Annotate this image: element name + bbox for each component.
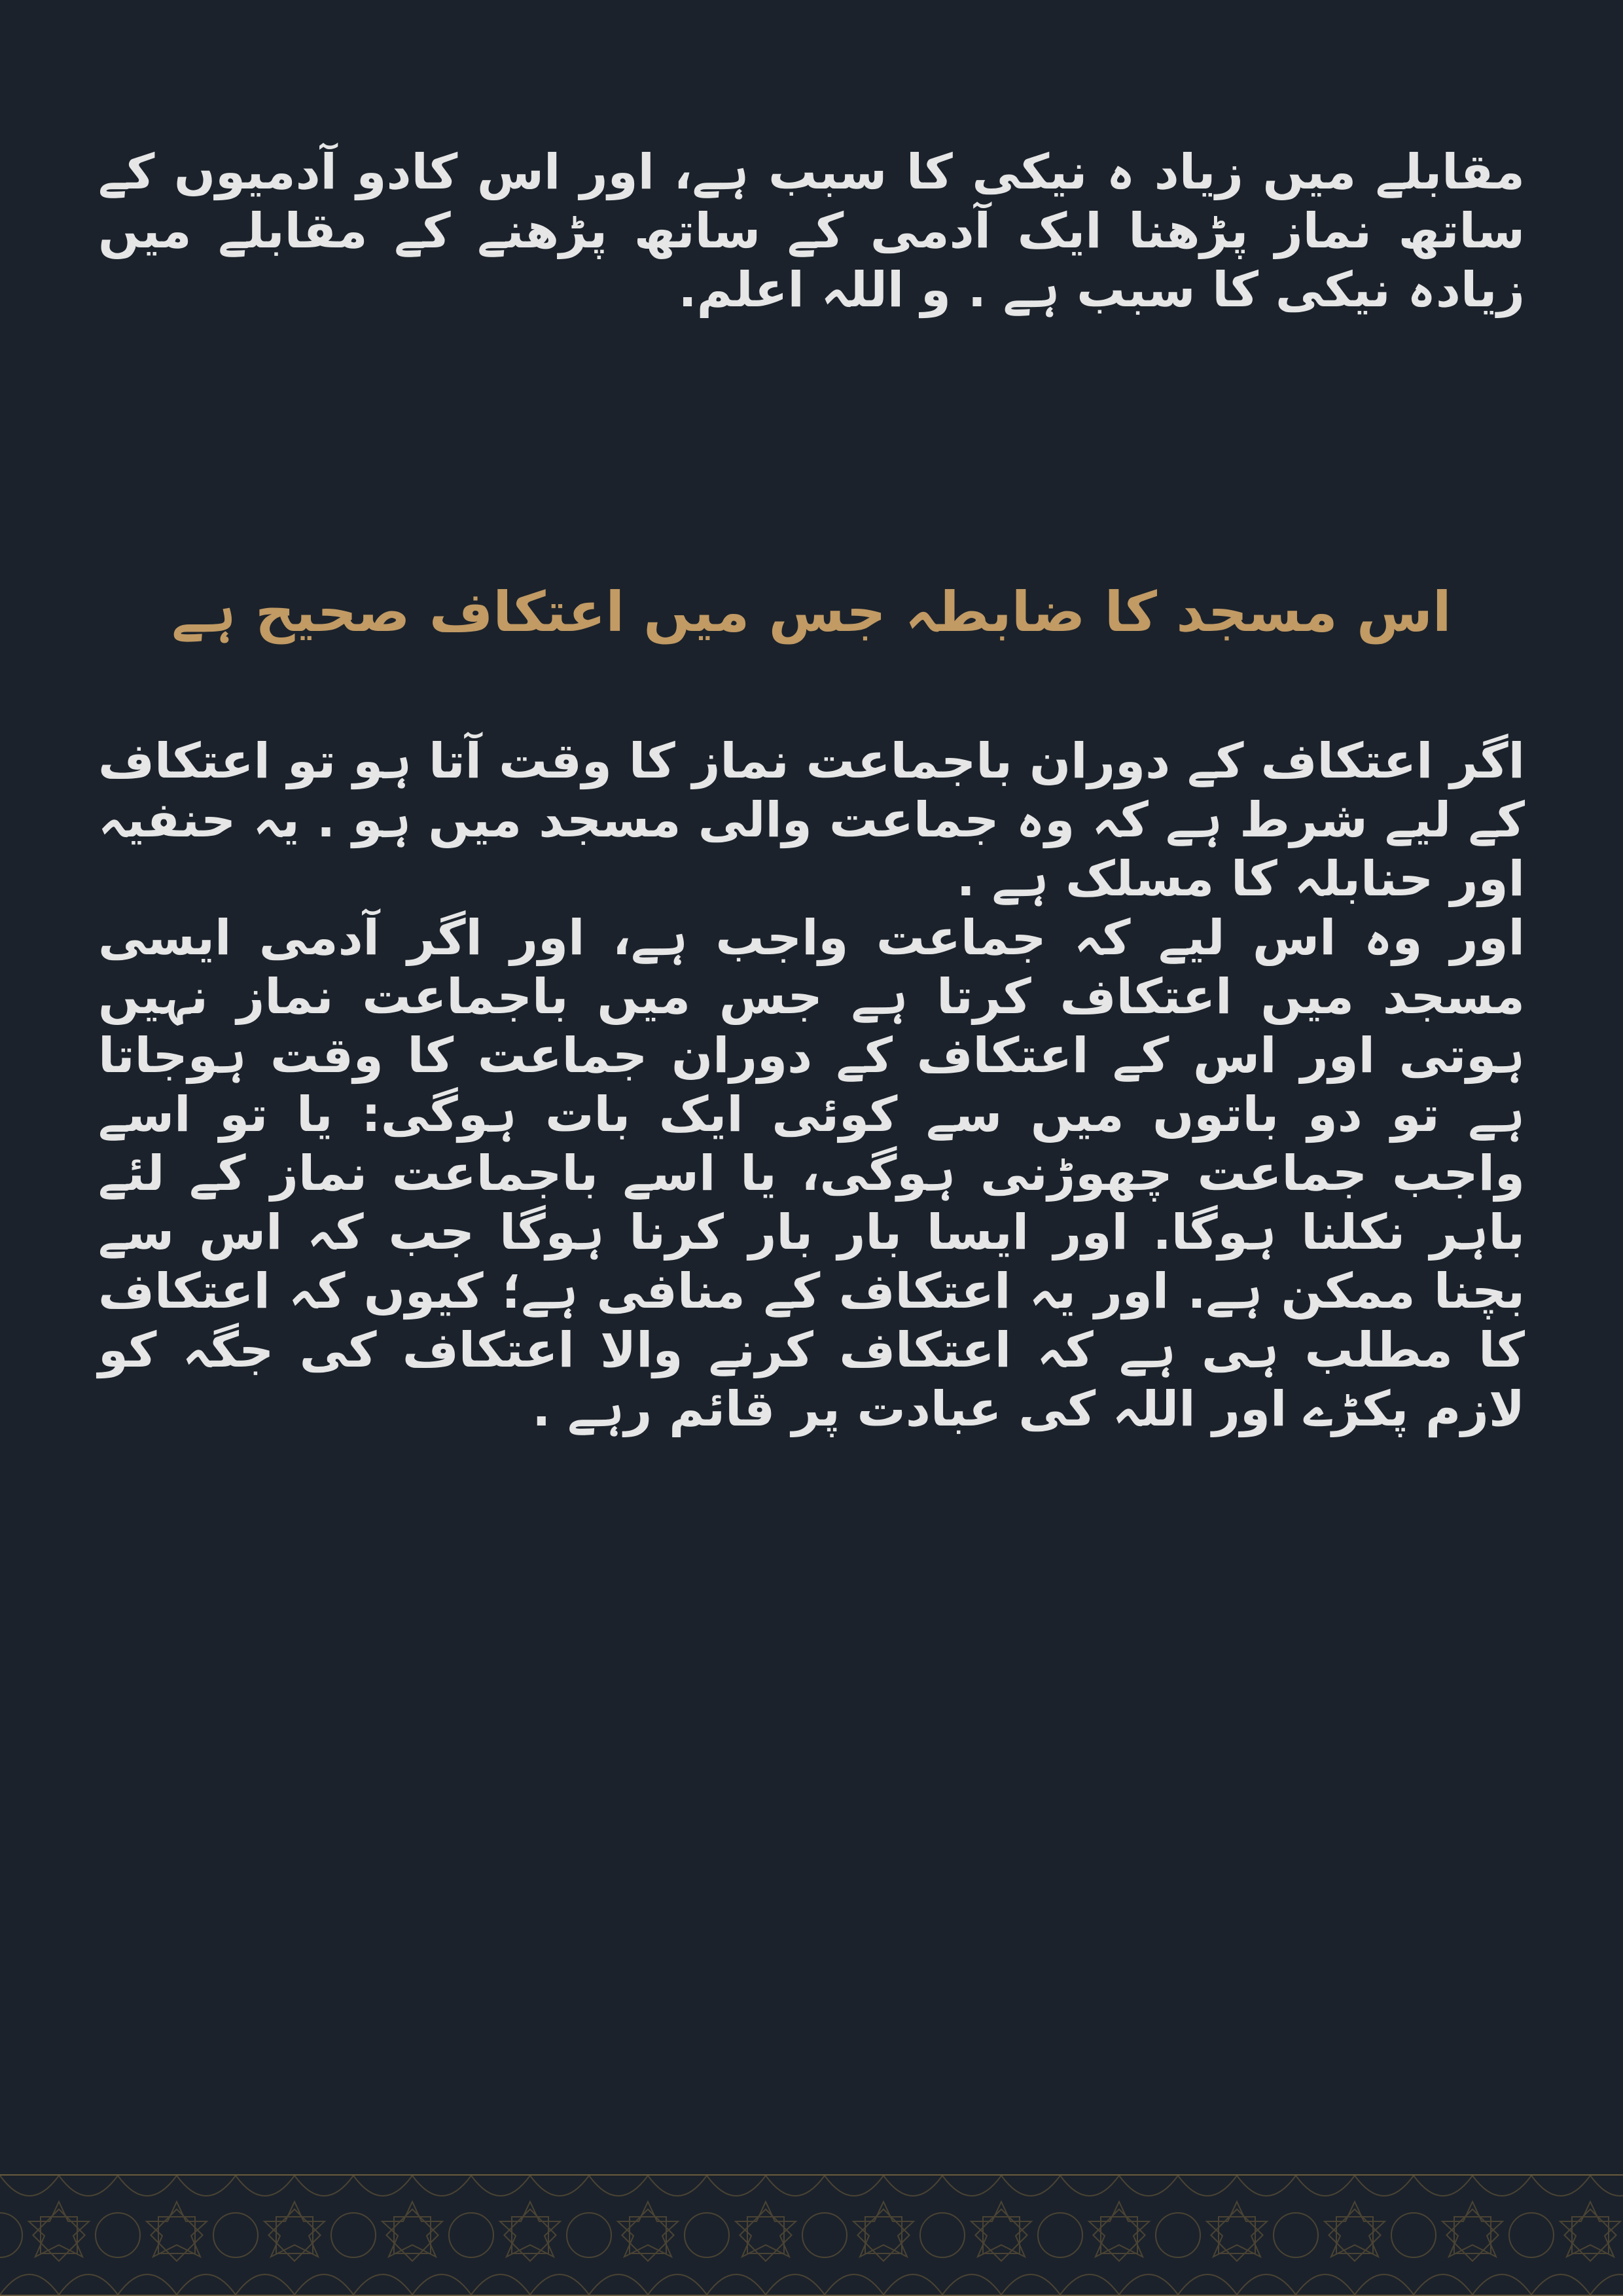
footer-ornament <box>0 2174 1623 2296</box>
section-heading: اس مسجد کا ضابطہ جس میں اعتکاف صحیح ہے <box>171 580 1452 644</box>
body-paragraph-2: اور وہ اس لیے کہ جماعت واجب ہے، اور اگر آدمی ایسی مسجد میں اعتکاف کرتا ہے جس میں باجماعت نماز نہیں ہوتی اور اس کے اعتکاف کے دوران جماعت کا وقت ہوجاتا ہے تو دو باتوں میں سے کوئی ایک بات ہوگی: یا تو اسے واجب جماعت چھوڑنی ہوگی، یا اسے باجماعت نماز کے لئے باہر نکلنا ہوگا. اور ایسا بار بار کرنا ہوگا جب کہ اس سے بچنا ممکن ہے. اور یہ اعتکاف کے منافی ہے؛ کیوں کہ اعتکاف کا مطلب ہی ہے کہ اعتکاف کرنے والا اعتکاف کی جگہ کو لازم پکڑے اور اللہ کی عبادت پر قائم رہے . <box>98 910 1525 1437</box>
body-paragraph-1: اگر اعتکاف کے دوران باجماعت نماز کا وقت آتا ہو تو اعتکاف کے لیے شرط ہے کہ وہ جماعت والی مسجد میں ہو . یہ حنفیہ اور حنابلہ کا مسلک ہے . <box>98 733 1525 907</box>
intro-paragraph-text: مقابلے میں زیاد ہ نیکی کا سبب ہے، اور اس کادو آدمیوں کے ساتھ نماز پڑھنا ایک آدمی کے ساتھ پڑھنے کے مقابلے میں زیادہ نیکی کا سبب ہے . و اللہ اعلم. <box>98 144 1525 318</box>
body-text <box>98 732 1525 1439</box>
intro-paragraph <box>98 143 1525 319</box>
geometric-pattern-icon <box>0 2176 1623 2295</box>
